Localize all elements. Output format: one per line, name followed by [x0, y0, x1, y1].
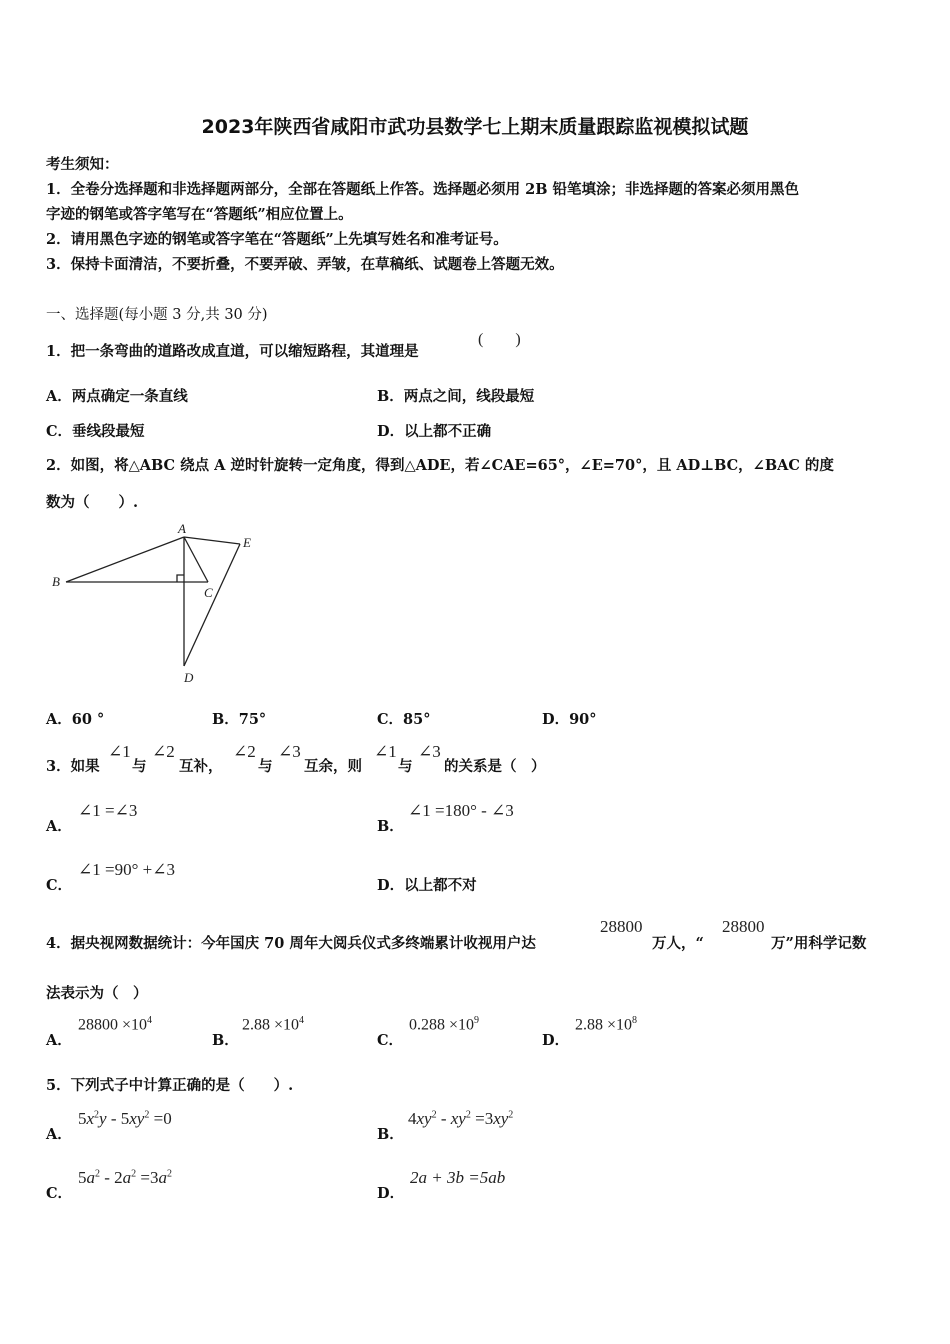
- q2-stem-line-1: 2．如图，将△ABC 绕点 A 逆时针旋转一定角度，得到△ADE，若∠CAE=65°，∠E=70°，且 AD⊥BC，∠BAC 的度: [46, 457, 834, 474]
- q3-option-a-label: A．: [46, 818, 72, 835]
- q3-angle-1b: ∠1: [374, 742, 397, 761]
- q4-option-a-math: $28800 \times 10^4$: [78, 1015, 153, 1034]
- q5-option-b-label: B．: [377, 1126, 404, 1143]
- q5-option-d-label: D．: [377, 1185, 405, 1202]
- q3-stem-part-2: 与: [132, 758, 147, 775]
- q3-option-a-math: ∠1 =∠3: [78, 801, 138, 820]
- q5-option-c-label: C．: [46, 1185, 73, 1202]
- q3-angle-3a: ∠3: [278, 742, 301, 761]
- section-heading: 一、选择题(每小题 3 分,共 30 分): [46, 307, 268, 323]
- notice-line-2: 2．请用黑色字迹的钢笔或答字笔在“答题纸”上先填写姓名和准考证号。: [46, 231, 508, 248]
- q2-triangle-figure: [44, 520, 264, 690]
- q4-stem-part-2: 万人，“: [652, 935, 704, 952]
- label-b: B: [52, 574, 60, 589]
- q2-option-d: D．90°: [542, 711, 597, 728]
- q1-option-b: B．两点之间，线段最短: [377, 388, 535, 405]
- q3-stem-part-6: 与: [398, 758, 413, 775]
- q1-option-d: D．以上都不正确: [377, 423, 492, 440]
- q4-number-2: 28800: [722, 917, 765, 936]
- q5-option-d-math: 2a + 3b =5ab: [410, 1168, 506, 1187]
- q4-stem-part-1: 4．据央视网数据统计：今年国庆 70 周年大阅兵仪式多终端累计收视用户达: [46, 935, 536, 952]
- q3-option-b-label: B．: [377, 818, 404, 835]
- q4-option-a-label: A．: [46, 1032, 72, 1049]
- label-d: D: [184, 670, 194, 685]
- q3-angle-1a: ∠1: [108, 742, 131, 761]
- notice-heading: 考生须知：: [46, 156, 119, 173]
- q5-option-a-math: $5x^2y - 5xy^2 =0$: [78, 1109, 172, 1128]
- right-angle-mark: [177, 575, 184, 582]
- q1-option-a: A．两点确定一条直线: [46, 388, 188, 405]
- q2-option-a: A．60 °: [46, 711, 105, 728]
- q4-option-b-math: $2.88 \times 10^4$: [242, 1015, 305, 1034]
- q1-option-c: C．垂线段最短: [46, 423, 145, 440]
- segment-ae: [184, 537, 240, 544]
- notice-line-1b: 字迹的钢笔或答字笔写在“答题纸”相应位置上。: [46, 206, 353, 223]
- segment-ab: [66, 537, 184, 582]
- q3-angle-2b: ∠2: [233, 742, 256, 761]
- q1-answer-paren: ( ): [478, 331, 521, 348]
- label-e: E: [243, 535, 251, 550]
- q2-stem-line-2: 数为（ ）.: [46, 494, 139, 511]
- q3-stem-part-7: 的关系是（ ）: [444, 758, 546, 775]
- q3-option-c-math: ∠1 =90° +∠3: [78, 860, 175, 879]
- q5-option-a-label: A．: [46, 1126, 72, 1143]
- q5-stem: 5．下列式子中计算正确的是（ ）.: [46, 1077, 294, 1094]
- page-title: 2023年陕西省咸阳市武功县数学七上期末质量跟踪监视模拟试题: [201, 116, 749, 138]
- q3-option-c-label: C．: [46, 877, 73, 894]
- q3-stem-part-5: 互余，则: [304, 758, 362, 775]
- q3-stem-part-1: 3．如果: [46, 758, 100, 775]
- q4-option-d-math: $2.88 \times 10^8$: [575, 1015, 638, 1034]
- q4-option-b-label: B．: [212, 1032, 239, 1049]
- q2-option-c: C．85°: [377, 711, 431, 728]
- segment-de: [184, 544, 240, 666]
- q4-option-c-math: $0.288 \times 10^9$: [409, 1015, 480, 1034]
- q2-option-b: B．75°: [212, 711, 267, 728]
- q4-number-1: 28800: [600, 917, 643, 936]
- q4-option-d-label: D．: [542, 1032, 570, 1049]
- segment-ac: [184, 537, 208, 582]
- q3-angle-2a: ∠2: [152, 742, 175, 761]
- q4-option-c-label: C．: [377, 1032, 404, 1049]
- q3-option-d: D．以上都不对: [377, 877, 477, 894]
- q4-stem-line-2: 法表示为（ ）: [46, 985, 148, 1002]
- label-c: C: [204, 585, 213, 600]
- q3-stem-part-3: 互补，: [179, 758, 223, 775]
- label-a: A: [178, 521, 186, 536]
- q4-stem-part-3: 万”用科学记数: [771, 935, 867, 952]
- q1-stem: 1．把一条弯曲的道路改成直道，可以缩短路程，其道理是: [46, 343, 419, 360]
- notice-line-3: 3．保持卡面清洁，不要折叠，不要弄破、弄皱，在草稿纸、试题卷上答题无效。: [46, 256, 564, 273]
- q3-stem-part-4: 与: [258, 758, 273, 775]
- notice-line-1a: 1．全卷分选择题和非选择题两部分，全部在答题纸上作答。选择题必须用 2B 铅笔填涂；非选择题的答案必须用黑色: [46, 181, 800, 198]
- q3-option-b-math: ∠1 =180° - ∠3: [408, 801, 514, 820]
- q5-option-c-math: $5a^2 - 2a^2 =3a^2$: [78, 1168, 173, 1187]
- q5-option-b-math: $4xy^2 - xy^2 =3xy^2$: [408, 1109, 514, 1128]
- q3-angle-3b: ∠3: [418, 742, 441, 761]
